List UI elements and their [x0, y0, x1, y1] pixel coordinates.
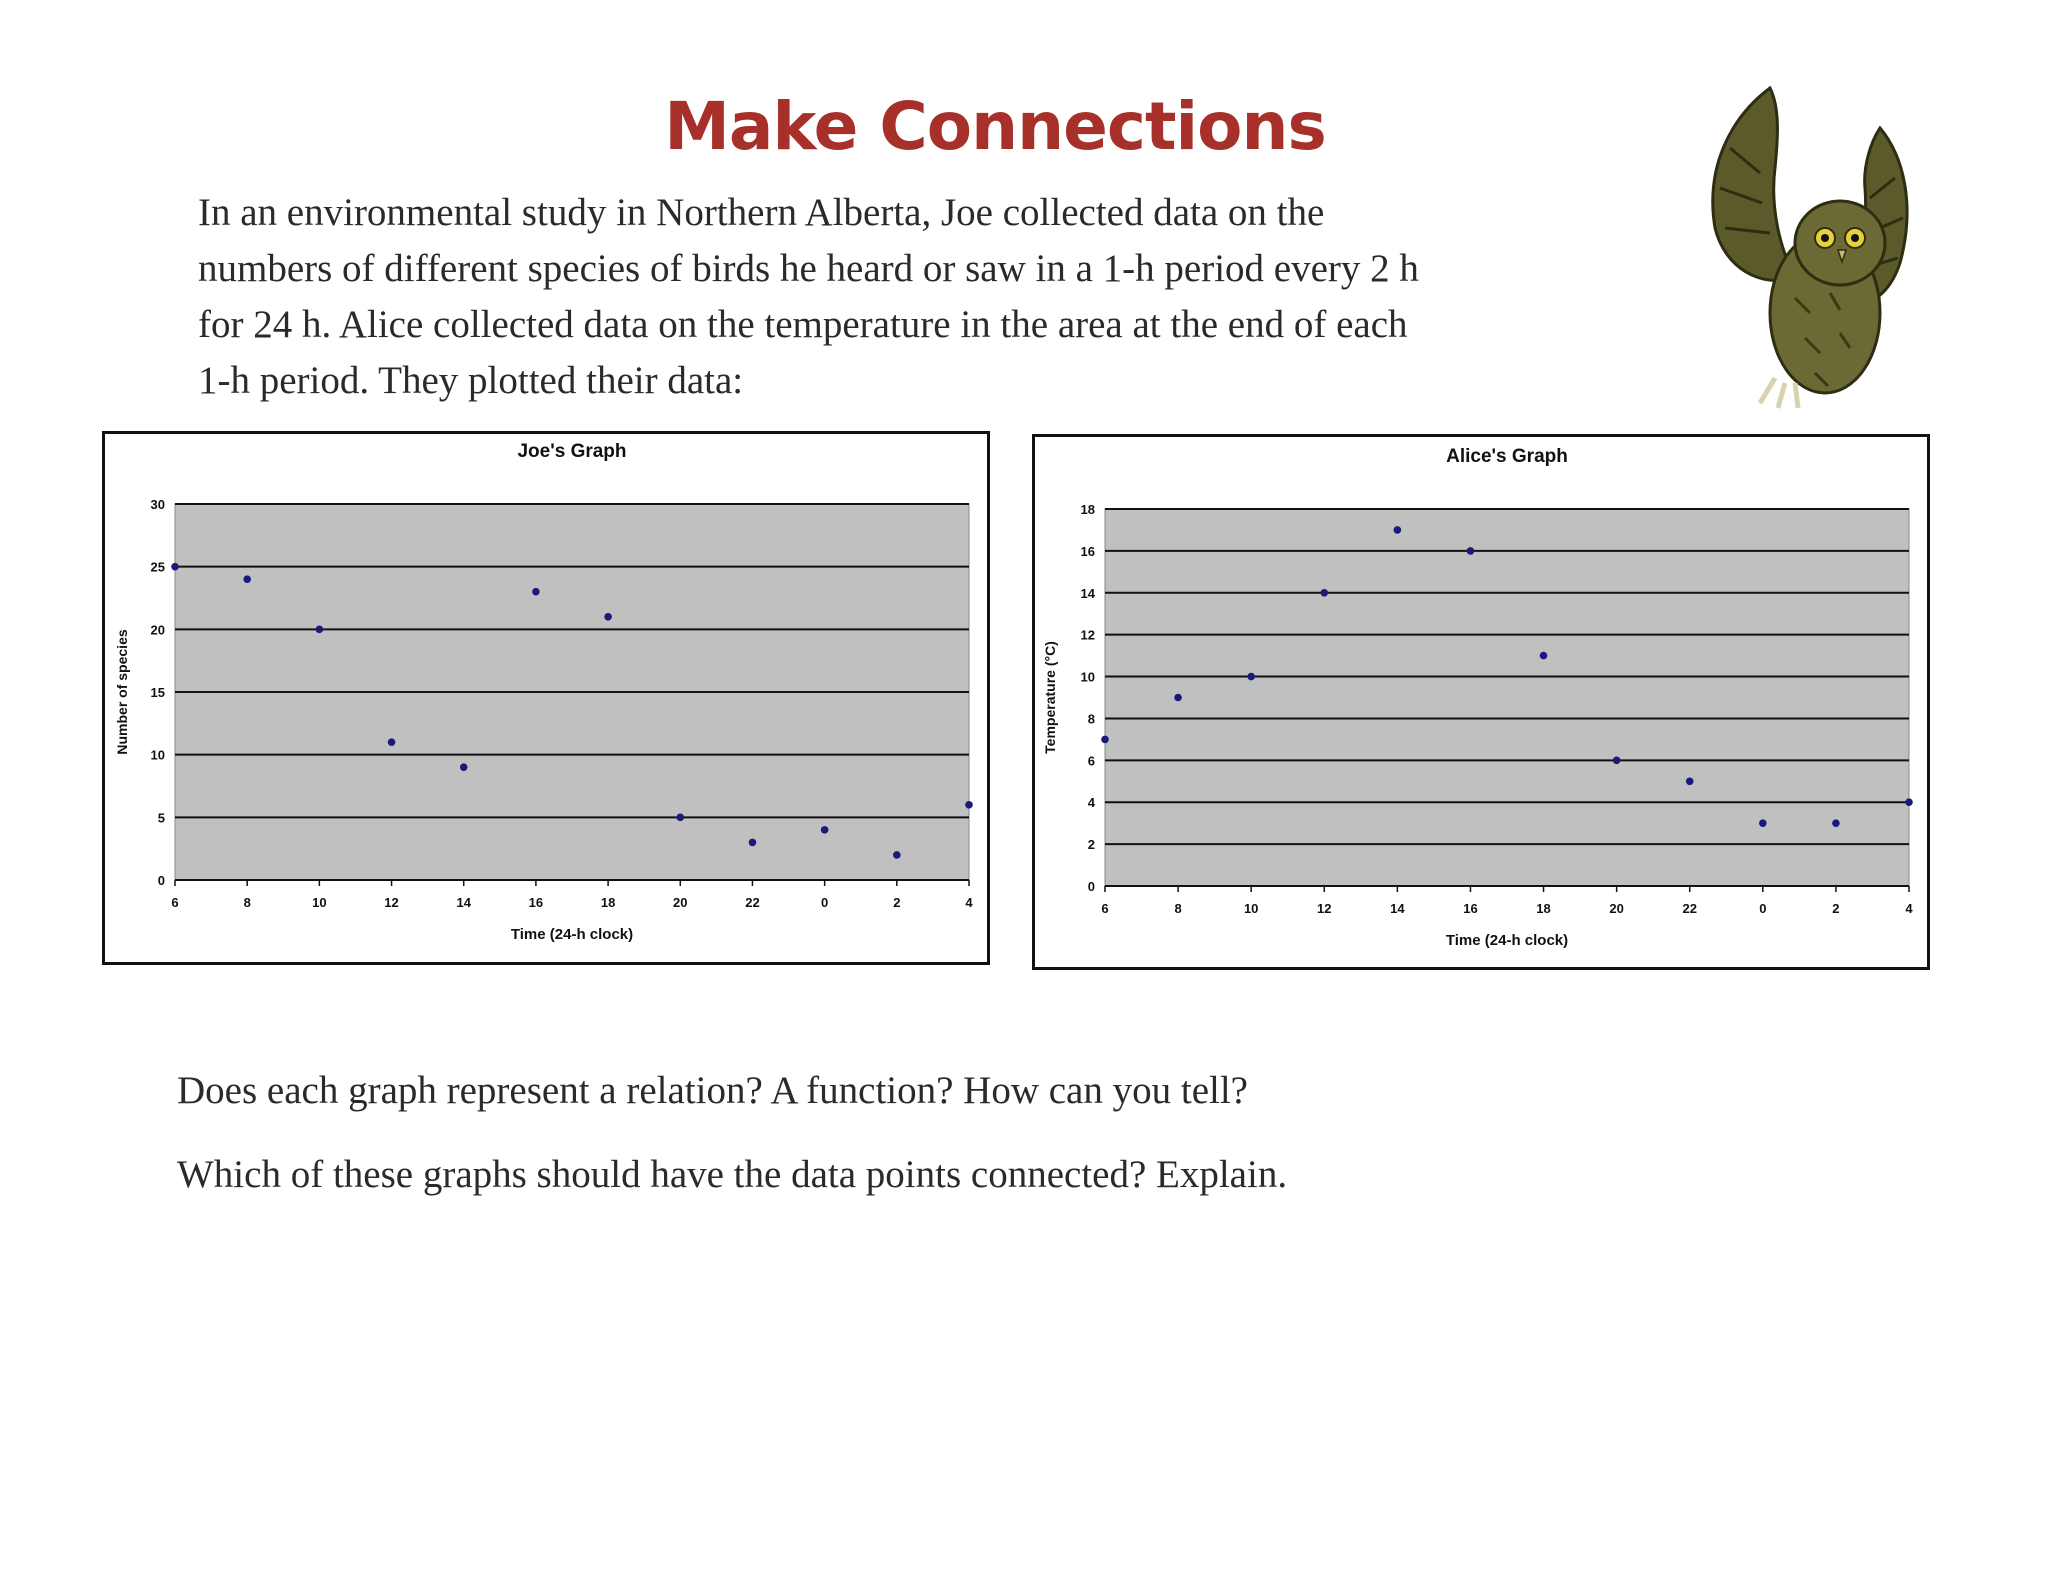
joe-chart-panel [102, 431, 990, 965]
chart-title: Joe's Graph [517, 441, 627, 462]
x-tick-label: 6 [171, 895, 179, 910]
y-tick-label: 12 [1080, 627, 1095, 643]
x-tick-label: 8 [1174, 901, 1182, 916]
data-point [1247, 673, 1255, 681]
intro-line: numbers of different species of birds he heard or saw in a 1-h period every 2 h [198, 247, 1419, 290]
data-point [1832, 819, 1840, 827]
question-relation: Does each graph represent a relation? A function? How can you tell? [177, 1069, 1248, 1112]
x-tick-label: 10 [1243, 901, 1259, 916]
data-point [893, 851, 901, 859]
x-tick-label: 16 [1463, 901, 1478, 916]
data-point [1394, 526, 1402, 534]
y-tick-label: 8 [1087, 711, 1095, 727]
data-point [676, 814, 684, 822]
y-tick-label: 20 [150, 622, 165, 638]
data-point [532, 588, 540, 596]
y-axis-label: Temperature (°C) [1042, 641, 1058, 754]
x-tick-label: 14 [456, 895, 471, 910]
intro-line: 1-h period. They plotted their data: [198, 359, 744, 402]
x-tick-label: 14 [1390, 901, 1405, 916]
data-point [460, 763, 468, 771]
data-point [1613, 757, 1621, 765]
y-tick-label: 0 [1087, 879, 1095, 894]
alice-chart-panel [1032, 434, 1930, 970]
y-tick-label: 6 [1087, 753, 1095, 769]
y-tick-label: 10 [1080, 669, 1095, 685]
data-point [243, 575, 251, 583]
x-tick-label: 22 [1682, 901, 1697, 916]
page-title: Make Connections [664, 88, 1326, 165]
y-tick-label: 16 [1080, 543, 1095, 559]
x-tick-label: 10 [312, 895, 327, 910]
data-point [604, 613, 612, 621]
y-tick-label: 5 [157, 810, 165, 826]
data-point [1320, 589, 1328, 597]
x-tick-label: 6 [1101, 901, 1109, 916]
x-tick-label: 12 [384, 895, 399, 910]
data-point [965, 801, 973, 809]
data-point [1905, 798, 1913, 806]
x-tick-label: 12 [1317, 901, 1332, 916]
question-connect-points: Which of these graphs should have the data points connected? Explain. [177, 1153, 1288, 1196]
intro-paragraph [198, 185, 1598, 409]
y-tick-label: 14 [1080, 585, 1095, 601]
y-tick-label: 18 [1080, 502, 1095, 517]
joe-chart [105, 434, 987, 962]
x-tick-label: 20 [673, 895, 688, 910]
x-axis-label: Time (24-h clock) [510, 926, 634, 943]
y-tick-label: 4 [1087, 795, 1095, 811]
data-point [1467, 547, 1475, 555]
data-point [749, 839, 757, 847]
x-tick-label: 0 [821, 895, 829, 910]
x-tick-label: 0 [1759, 901, 1767, 916]
y-tick-label: 30 [150, 497, 165, 512]
x-tick-label: 2 [1832, 901, 1840, 916]
alice-chart [1035, 437, 1927, 967]
data-point [821, 826, 829, 834]
x-tick-label: 4 [1905, 901, 1913, 916]
y-tick-label: 15 [150, 685, 165, 700]
data-point [1101, 736, 1109, 744]
x-tick-label: 4 [965, 895, 973, 910]
chart-title: Alice's Graph [1446, 446, 1568, 467]
x-tick-label: 18 [1536, 901, 1551, 916]
y-tick-label: 2 [1087, 837, 1095, 853]
y-tick-label: 0 [157, 873, 165, 888]
owl-icon [1700, 78, 1920, 413]
data-point [388, 738, 396, 746]
data-point [1759, 819, 1767, 827]
intro-line: In an environmental study in Northern Alberta, Joe collected data on the [198, 191, 1325, 234]
data-point [316, 626, 324, 634]
data-point [1540, 652, 1548, 660]
x-axis-label: Time (24-h clock) [1445, 932, 1569, 949]
data-point [1174, 694, 1182, 702]
x-tick-label: 20 [1609, 901, 1624, 916]
intro-line: for 24 h. Alice collected data on the temperature in the area at the end of each [198, 303, 1408, 346]
data-point [1686, 777, 1694, 785]
x-tick-label: 2 [893, 895, 901, 910]
x-tick-label: 16 [528, 895, 544, 910]
y-axis-label: Number of species [114, 629, 130, 755]
data-point [171, 563, 179, 571]
y-tick-label: 10 [150, 747, 165, 763]
x-tick-label: 22 [745, 895, 760, 910]
y-tick-label: 25 [150, 559, 165, 575]
plot-area [1105, 509, 1909, 886]
x-tick-label: 8 [243, 895, 251, 910]
x-tick-label: 18 [600, 895, 616, 910]
